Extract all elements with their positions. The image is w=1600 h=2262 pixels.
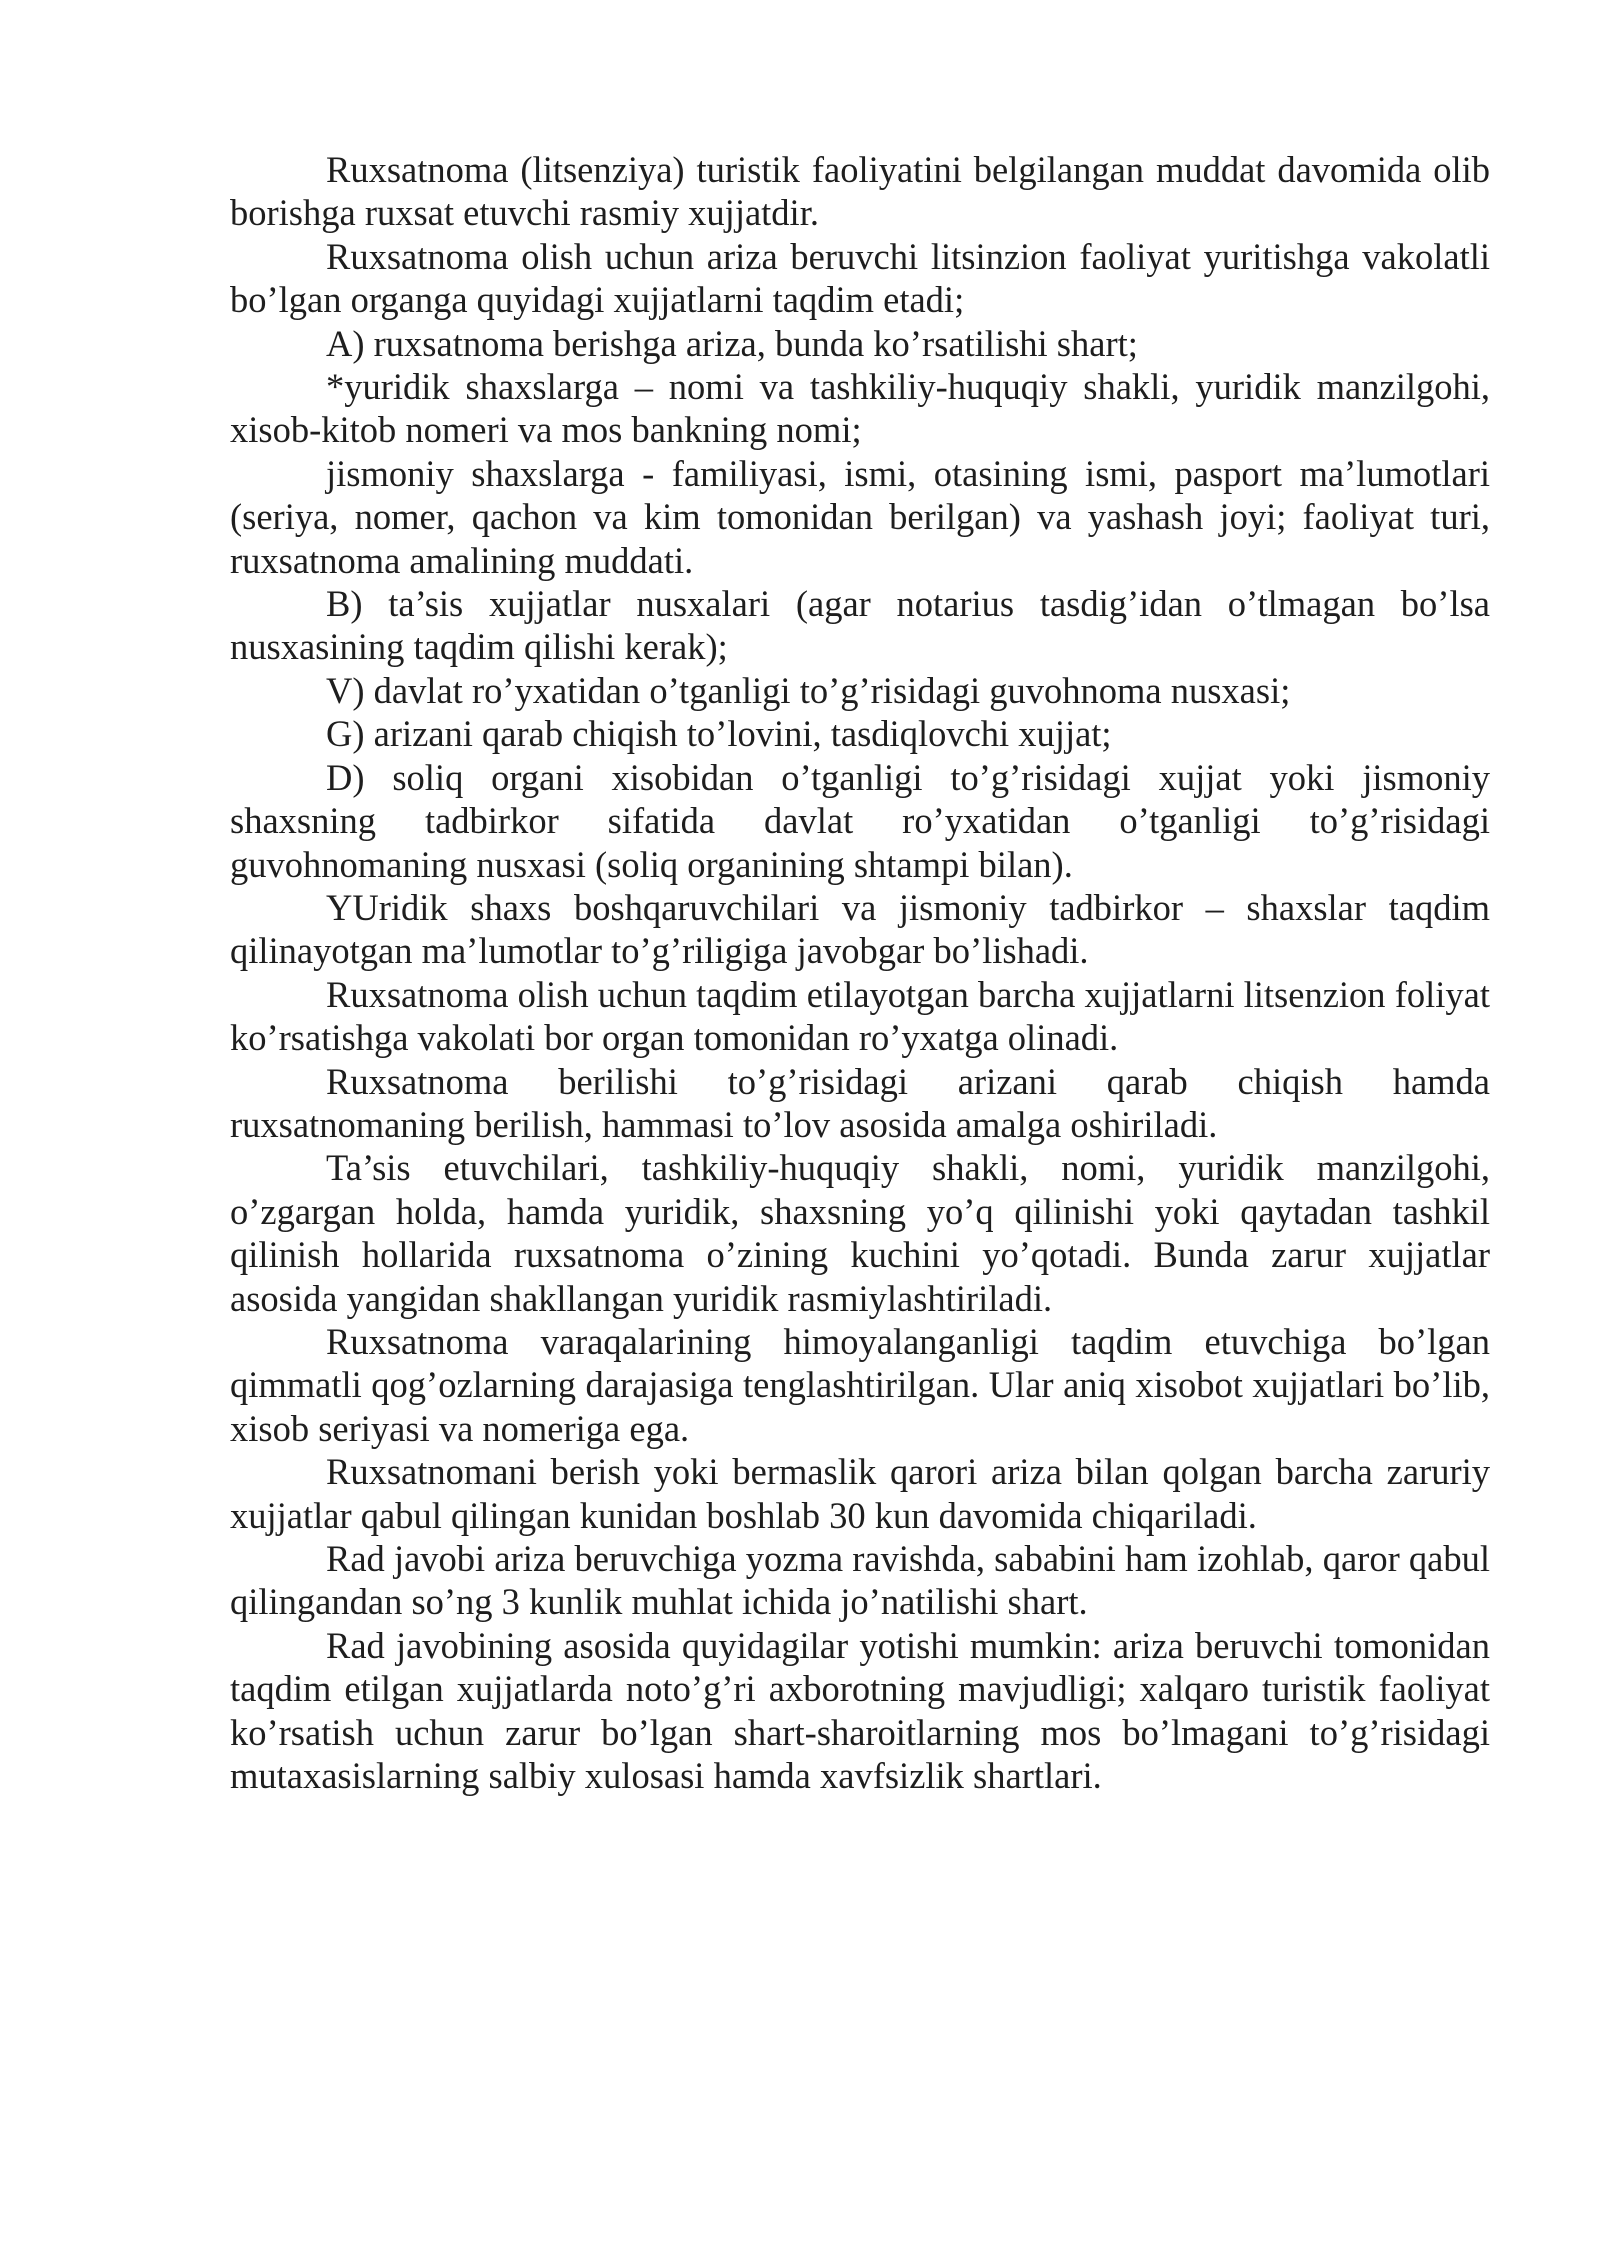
document-page (230, 148, 1490, 1797)
paragraph-decision-period: Ruxsatnomani berish yoki bermaslik qarori ariza bilan qolgan barcha zaruriy xujjatlar qabul qilingan kunidan boshlab 30 kun davomida chiqariladi. (230, 1451, 1490, 1536)
paragraph-item-d: D) soliq organi xisobidan o’tganligi to’g’risidagi xujjat yoki jismoniy shaxsning tadbirkor sifatida davlat ro’yxatidan o’tganligi to’g’risidagi guvohnomaning nusxasi (soliq organining shtampi bilan). (230, 756, 1490, 885)
paragraph-item-g: G) arizani qarab chiqish to’lovini, tasdiqlovchi xujjat; (326, 713, 1112, 755)
paragraph-refusal-grounds: Rad javobining asosida quyidagilar yotishi mumkin: ariza beruvchi tomonidan taqdim etilgan xujjatlarda noto’g’ri axborotning mavjudligi; xalqaro turistik faoliyat ko’rsatish uchun zarur bo’lgan shart-sharoitlarning mos bo’lmagani to’g’risidagi mutaxasislarning salbiy xulosasi hamda xavfsizlik shartlari. (230, 1624, 1490, 1797)
paragraph-refusal-notice: Rad javobi ariza beruvchiga yozma ravishda, sababini ham izohlab, qaror qabul qilingandan so’ng 3 kunlik muhlat ichida jo’natilishi shart. (230, 1538, 1490, 1623)
paragraph-individuals: jismoniy shaxslarga - familiyasi, ismi, otasining ismi, pasport ma’lumotlari (seriya, nomer, qachon va kim tomonidan berilgan) va yashash joyi; faoliyat turi, ruxsatnoma amalining muddati. (230, 452, 1490, 581)
paragraph-payment: Ruxsatnoma berilishi to’g’risidagi arizani qarab chiqish hamda ruxsatnomaning berilish, hammasi to’lov asosida amalga oshiriladi. (230, 1060, 1490, 1145)
paragraph-application-submission: Ruxsatnoma olish uchun ariza beruvchi litsinzion faoliyat yuritishga vakolatli bo’lgan organga quyidagi xujjatlarni taqdim etadi; (230, 235, 1490, 321)
paragraph-item-b: B) ta’sis xujjatlar nusxalari (agar notarius tasdig’idan o’tlmagan bo’lsa nusxasining taqdim qilishi kerak); (230, 583, 1490, 668)
paragraph-invalidation: Ta’sis etuvchilari, tashkiliy-huquqiy shakli, nomi, yuridik manzilgohi, o’zgargan holda, hamda yuridik, shaxsning yo’q qilinishi yoki qaytadan tashkil qilinish hollarida ruxsatnoma o’zining kuchini yo’qotadi. Bunda zarur xujjatlar asosida yangidan shakllangan yuridik rasmiylashtiriladi. (230, 1147, 1490, 1319)
paragraph-responsibility: YUridik shaxs boshqaruvchilari va jismoniy tadbirkor – shaxslar taqdim qilinayotgan ma’lumotlar to’g’riligiga javobgar bo’lishadi. (230, 886, 1490, 972)
paragraph-license-definition: Ruxsatnoma (litsenziya) turistik faoliyatini belgilangan muddat davomida olib borishga ruxsat etuvchi rasmiy xujjatdir. (230, 149, 1490, 234)
paragraph-item-v: V) davlat ro’yxatidan o’tganligi to’g’risidagi guvohnoma nusxasi; (326, 669, 1291, 711)
paragraph-item-a: A) ruxsatnoma berishga ariza, bunda ko’rsatilishi shart; (326, 322, 1138, 364)
paragraph-registration: Ruxsatnoma olish uchun taqdim etilayotgan barcha xujjatlarni litsenzion foliyat ko’rsatishga vakolati bor organ tomonidan ro’yxatga olinadi. (230, 973, 1490, 1059)
paragraph-legal-entities: *yuridik shaxslarga – nomi va tashkiliy-huquqiy shakli, yuridik manzilgohi, xisob-kitob nomeri va mos bankning nomi; (230, 366, 1490, 451)
paragraph-protection: Ruxsatnoma varaqalarining himoyalanganligi taqdim etuvchiga bo’lgan qimmatli qog’ozlarning darajasiga tenglashtirilgan. Ular aniq xisobot xujjatlari bo’lib, xisob seriyasi va nomeriga ega. (230, 1320, 1490, 1449)
